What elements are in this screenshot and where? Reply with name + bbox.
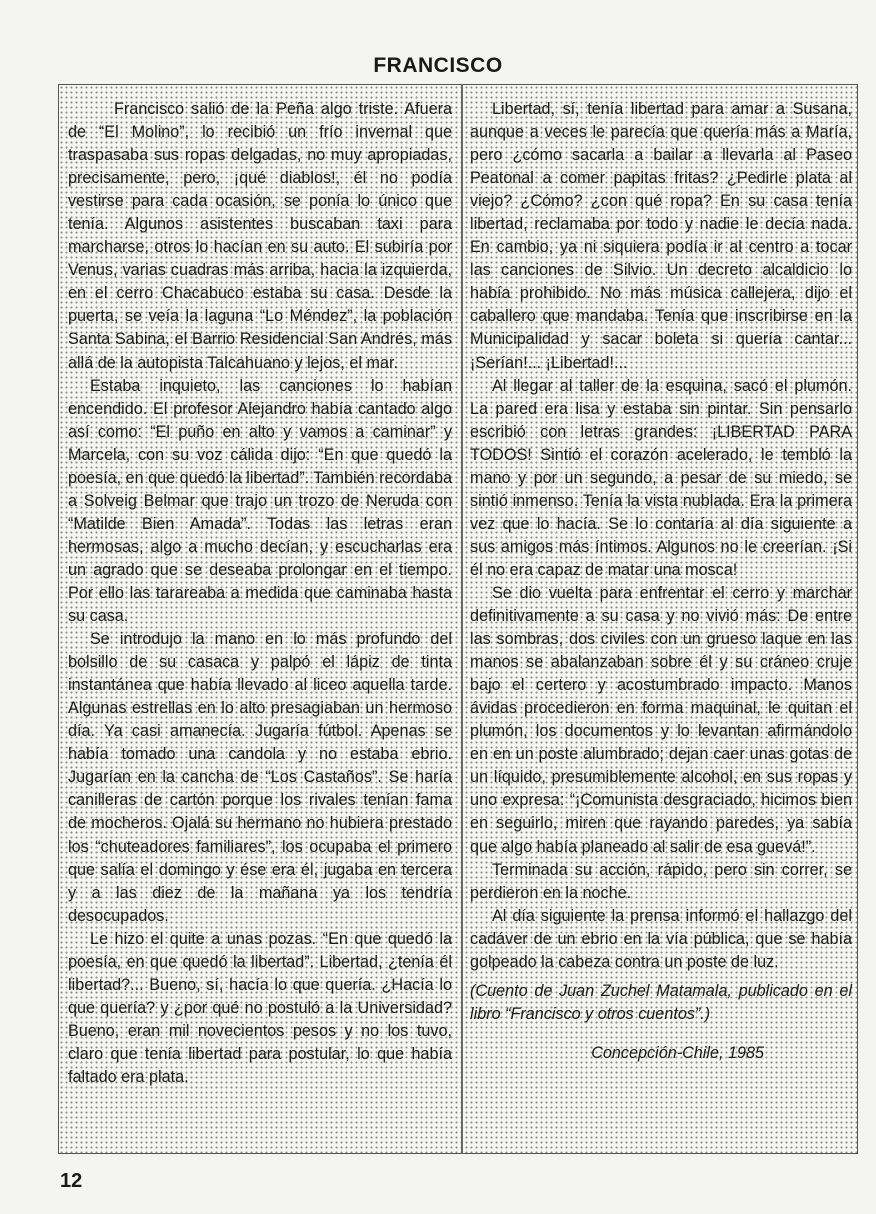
paragraph: Estaba inquieto, las canciones lo habían encendido. El profesor Alejandro había cantado algo así como: “El puño en alto y vamos a caminar” y Marcela, con su voz cálida dijo: “En que quedó la poesía, en que quedó la libertad”. También recordaba a Solveig Belmar que trajo un trozo de Neruda con “Matilde Bien Amada”. Todas las letras eran hermosas, algo a mucho decían, y escucharlas era un agrado que se deseaba prolongar en el tiempo. Por ello las tarareaba a medida que caminaba hasta su casa.	[68, 376, 452, 626]
paragraph: Al día siguiente la prensa informó el hallazgo del cadáver de un ebrio en la vía pública, que se había golpeado la cabeza contra un poste de luz.	[470, 906, 852, 971]
page-title: FRANCISCO	[373, 54, 503, 77]
page-number: 12	[60, 1170, 83, 1192]
story-credit: (Cuento de Juan Zuchel Matamala, publicado en el libro “Francisco y otros cuentos”.)	[470, 981, 852, 1023]
paragraph: Se introdujo la mano en lo más profundo del bolsillo de su casaca y palpó el lápiz de tinta instantánea que había llevado al liceo aquella tarde. Algunas estrellas en lo alto presagiaban un hermoso día. Ya casi amanecía. Jugaría fútbol. Apenas se había tomado una candola y no estaba ebrio. Jugarían en la cancha de “Los Castaños”. Se haría canilleras de cartón porque los rivales tenían fama de mocheros. Ojalá su hermano no hubiera prestado los “chuteadores familiares”, los ocupaba el primero que salía el domingo y ése era él, jugaba en tercera y a las diez de la mañana ya los tendría desocupados.	[68, 630, 452, 925]
column-divider	[461, 84, 463, 1154]
place-date: Concepción-Chile, 1985	[591, 1043, 764, 1062]
paragraph: Se dio vuelta para enfrentar el cerro y marchar definitivamente a su casa y no vivió más: De entre las sombras, dos civiles con un grueso laque en las manos se abalanzaban sobre él y su cráneo cruje bajo el certero y acostumbrado impacto. Manos ávidas procedieron en forma maquinal, le quitan el plumón, los documentos y lo levantan afirmándolo en en un poste alumbrado; dejan caer unas gotas de un líquido, presumiblemente alcohol, en sus ropas y uno expresa: “¡Comunista desgraciado, hicimos bien en seguirlo, miren que rayando paredes, ya sabía que algo había planeado al salir de esa guevá!”.	[470, 583, 852, 856]
right-column	[470, 98, 852, 1065]
paragraph: Libertad, sí, tenía libertad para amar a Susana, aunque a veces le parecía que quería más a María, pero ¿cómo sacarla a bailar a llevarla al Paseo Peatonal a comer papitas fritas? ¿Pedirle plata al viejo? ¿Cómo? ¿con qué ropa? En su casa tenía libertad, reclamaba por todo y nadie le decía nada. En cambio, ya ni siquiera podía ir al centro a tocar las canciones de Silvio. Un decreto alcaldicio lo había prohibido. No más música callejera, dijo el caballero que mandaba. Tenía que inscribirse en la Municipalidad y sacar boleta si quería cantar... ¡Serían!... ¡Libertad!...	[470, 100, 852, 372]
paragraph: Terminada su acción, rápido, pero sin correr, se perdieron en la noche.	[470, 860, 852, 902]
paragraph: Al llegar al taller de la esquina, sacó el plumón. La pared era lisa y estaba sin pintar. Sin pensarlo escribió con letras grandes: ¡LIBERTAD PARA TODOS! Sintió el corazón acelerado, le tembló la mano y por un segundo, a pesar de su miedo, se sintió inmenso. Tenía la vista nublada. Era la primera vez que lo hacía. Se lo contaría al día siguiente a sus amigos más íntimos. Algunos no le creerían. ¡Si él no era capaz de matar una mosca!	[470, 376, 852, 579]
paragraph: Le hizo el quite a unas pozas. “En que quedó la poesía, en que quedó la libertad”. Libertad, ¿tenía él libertad?... Bueno, sí, hacía lo que quería. ¿Hacía lo que quería? y ¿por qué no postuló a la Universidad? Bueno, eran mil novecientos pesos y no los tuvo, claro que tenía libertad para postular, lo que había faltado era plata.	[68, 929, 452, 1086]
paragraph: Francisco salió de la Peña algo triste. Afuera de “El Molino”, lo recibió un frío invernal que traspasaba sus ropas delgadas, no muy apropiadas, precisamente, pero, ¡qué diablos!, él no podía vestirse para cada ocasión, se ponía lo único que tenía. Algunos asistentes buscaban taxi para marcharse, otros lo hacían en su auto. El subiría por Venus, varias cuadras más arriba, hacia la izquierda, en el cerro Chacabuco estaba su casa. Desde la puerta, se veía la laguna “Lo Méndez”, la población Santa Sabina, el Barrio Residencial San Andrés, más allá de la autopista Talcahuano y lejos, el mar.	[68, 100, 452, 372]
left-column	[68, 98, 452, 1089]
